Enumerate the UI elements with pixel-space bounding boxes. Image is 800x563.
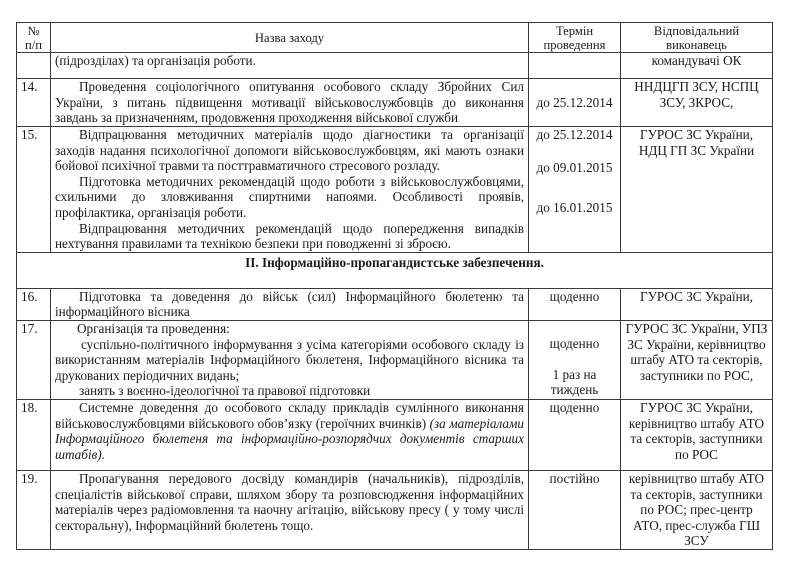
- term-item: до 16.01.2015: [536, 200, 613, 216]
- cell-term: [529, 127, 621, 253]
- table-row: [17, 127, 773, 253]
- cell-responsible: ГУРОС ЗС України, УПЗ ЗС України, керівництво штабу АТО та секторів, заступники по РОС,: [621, 320, 773, 399]
- cell-num: 18.: [17, 399, 51, 470]
- cell-responsible: ГУРОС ЗС України,: [621, 288, 773, 320]
- table-row: [17, 399, 773, 470]
- header-term: Термін проведення: [529, 23, 621, 53]
- term-item: до 09.01.2015: [536, 159, 613, 175]
- cell-num: 14.: [17, 79, 51, 127]
- cell-name: Системне доведення до особового складу прикладів сумлінного виконання військовослужбовцями військового обов’язку (героїчних вчинків) (за матеріалами Інформаційного бюлетеня та інформаційно-розпорядчих документів старших штабів).: [51, 399, 529, 470]
- term-item: щоденно: [549, 335, 600, 351]
- cell-name: Організація та проведення: суспільно-політичного інформування з усіма категоріями особового складу із використанням матеріалів Інформаційного бюлетеня, Інформаційного вісника та друкованих періодичних видань; занять з воєнно-ідеологічної та правової підготовки: [51, 320, 529, 399]
- cell-responsible: ННДЦГП ЗСУ, НСПЦ ЗСУ, ЗКРОС,: [621, 79, 773, 127]
- cell-responsible: ГУРОС ЗС України, НДЦ ГП ЗС України: [621, 127, 773, 253]
- table-row: [17, 470, 773, 549]
- cell-responsible: ГУРОС ЗС України, керівництво штабу АТО та секторів, заступники по РОС: [621, 399, 773, 470]
- cell-term: [529, 320, 621, 399]
- cell-num: 15.: [17, 127, 51, 253]
- cell-num: [17, 53, 51, 79]
- section-header-row: [17, 252, 773, 288]
- term-item: 1 раз на тиждень: [550, 366, 599, 398]
- table-header-row: [17, 23, 773, 53]
- section-title: ІІ. Інформаційно-пропагандистське забезпечення.: [17, 252, 773, 288]
- cell-name: (підрозділах) та організація роботи.: [51, 53, 529, 79]
- cell-num: 16.: [17, 288, 51, 320]
- term-item: до 25.12.2014: [536, 127, 613, 142]
- cell-num: 19.: [17, 470, 51, 549]
- cell-name: Пропагування передового досвіду командирів (начальників), підрозділів, спеціалістів військової справи, шляхом збору та розповсюдження інформаційних матеріалів через радіомовлення та наочну агітацію, військову пресу ( у тому числі секторальну), Інформаційний бюлетень тощо.: [51, 470, 529, 549]
- source-note: (за матеріалами Інформаційного бюлетеня та інформаційно-розпорядчих документів старших штабів).: [55, 415, 525, 462]
- header-responsible: Відповідальний виконавець: [621, 23, 773, 53]
- table-row-continuation: [17, 53, 773, 79]
- cell-term: до 25.12.2014: [529, 79, 621, 127]
- cell-name: Підготовка та доведення до військ (сил) Інформаційного бюлетеню та інформаційного вісника: [51, 288, 529, 320]
- header-name: Назва заходу: [51, 23, 529, 53]
- cell-responsible: керівництво штабу АТО та секторів, заступники по РОС; прес-центр АТО, прес-служба ГШ ЗСУ: [621, 470, 773, 549]
- table-row: [17, 320, 773, 399]
- cell-num: 17.: [17, 320, 51, 399]
- cell-name: Відпрацювання методичних матеріалів щодо діагностики та організації заходів надання психологічної допомоги військовослужбовцям, які мають ознаки бойової психічної травми та посттравматичного стресового розладу. Підготовка методичних рекомендацій щодо роботи з військовослужбовцями, схильними до зловживання спиртними напоями. Особливості проявів, профілактика, організація роботи. Відпрацювання методичних рекомендацій щодо попередження випадків нехтування правилами та технікою безпеки при поводженні зі зброєю.: [51, 127, 529, 253]
- cell-term: щоденно: [529, 399, 621, 470]
- header-num: № п/п: [17, 23, 51, 53]
- cell-name: Проведення соціологічного опитування особового складу Збройних Сил України, з питань підвищення мотивації військовослужбовців до виконання завдань за призначенням, продовження проходження військової служби: [51, 79, 529, 127]
- cell-term: щоденно: [529, 288, 621, 320]
- measures-table: [16, 22, 773, 550]
- table-row: [17, 288, 773, 320]
- cell-responsible: командувачі ОК: [621, 53, 773, 79]
- cell-term: постійно: [529, 470, 621, 549]
- table-row: [17, 79, 773, 127]
- cell-term: [529, 53, 621, 79]
